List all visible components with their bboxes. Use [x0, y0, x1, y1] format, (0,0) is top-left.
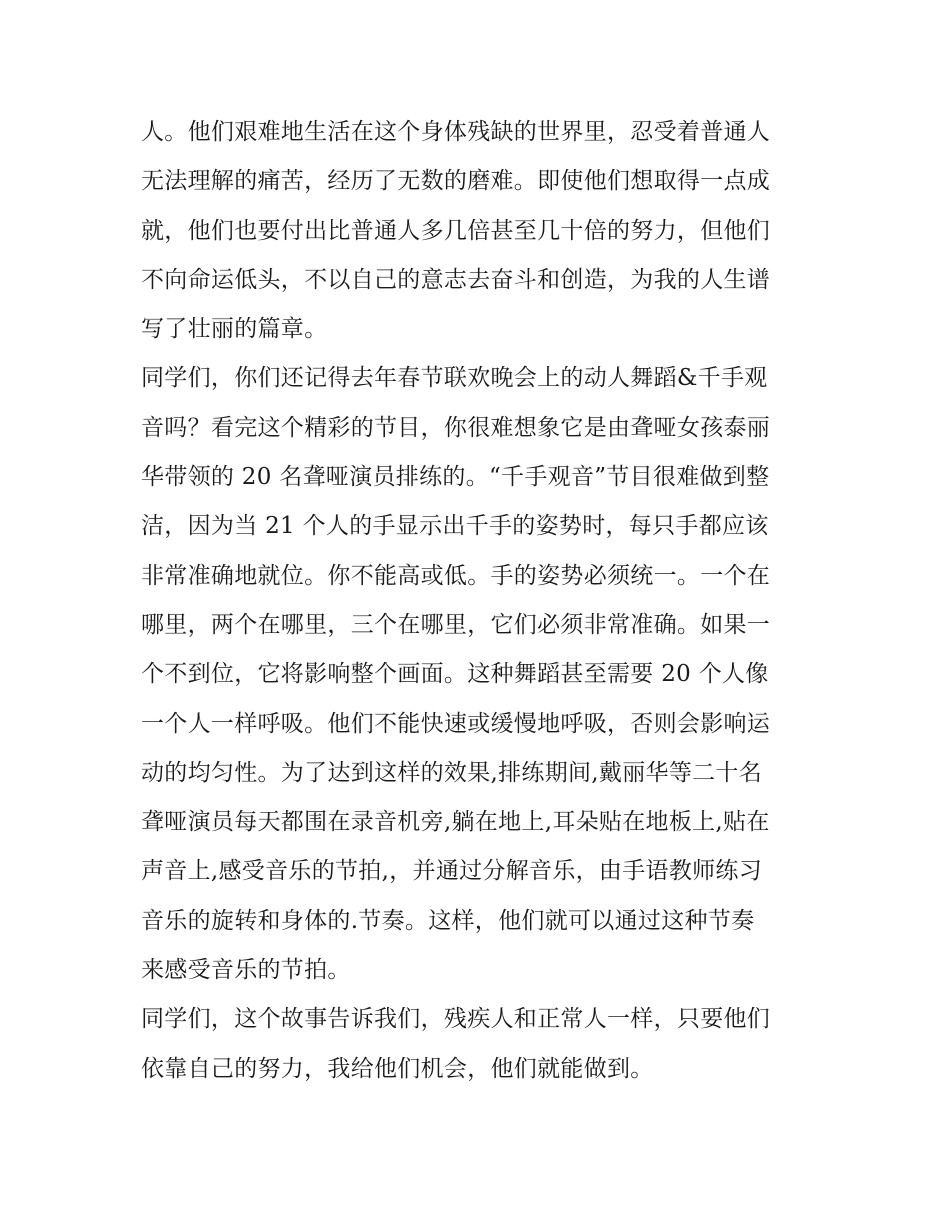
text-line: 个不到位，它将影响整个画面。这种舞蹈甚至需要 20 个人像 — [141, 661, 769, 688]
text-line: 洁，因为当 21 个人的手显示出千手的姿势时，每只手都应该 — [141, 513, 769, 540]
text-line: 无法理解的痛苦，经历了无数的磨难。即使他们想取得一点成 — [141, 168, 771, 195]
paragraph-2 — [141, 354, 813, 995]
text-line: 人。他们艰难地生活在这个身体残缺的世界里，忍受着普通人 — [141, 119, 771, 145]
text-line: 动的均匀性。为了达到这样的效果,排练期间,戴丽华等二十名 — [141, 759, 763, 786]
text-line: 写了壮丽的篇章。 — [141, 316, 328, 343]
paragraph-1 — [141, 108, 813, 354]
text-line: 聋哑演员每天都围在录音机旁,躺在地上,耳朵贴在地板上,贴在 — [141, 809, 770, 836]
text-line: 声音上,感受音乐的节拍,，并通过分解音乐，由手语教师练习 — [141, 858, 763, 885]
text-line: 哪里，两个在哪里，三个在哪里，它们必须非常准确。如果一 — [141, 611, 771, 638]
text-line: 同学们，这个故事告诉我们，残疾人和正常人一样，只要他们 — [141, 1006, 771, 1033]
text-line: 来感受音乐的节拍。 — [141, 957, 351, 984]
text-line: 音吗？看完这个精彩的节目，你很难想象它是由聋哑女孩泰丽 — [141, 414, 771, 441]
text-line: 华带领的 20 名聋哑演员排练的。“千手观音”节目很难做到整 — [141, 464, 770, 491]
text-line: 就，他们也要付出比普通人多几倍甚至几十倍的努力，但他们 — [141, 217, 771, 244]
document-body — [141, 108, 813, 1094]
text-line: 同学们，你们还记得去年春节联欢晚会上的动人舞蹈&千手观 — [141, 365, 768, 392]
paragraph-3 — [141, 995, 813, 1094]
text-line: 音乐的旋转和身体的.节奏。这样，他们就可以通过这种节奏 — [141, 907, 755, 934]
text-line: 依靠自己的努力，我给他们机会，他们就能做到。 — [141, 1055, 654, 1082]
text-line: 不向命运低头，不以自己的意志去奋斗和创造，为我的人生谱 — [141, 266, 771, 293]
text-line: 一个人一样呼吸。他们不能快速或缓慢地呼吸，否则会影响运 — [141, 710, 771, 737]
text-line: 非常准确地就位。你不能高或低。手的姿势必须统一。一个在 — [141, 562, 771, 589]
